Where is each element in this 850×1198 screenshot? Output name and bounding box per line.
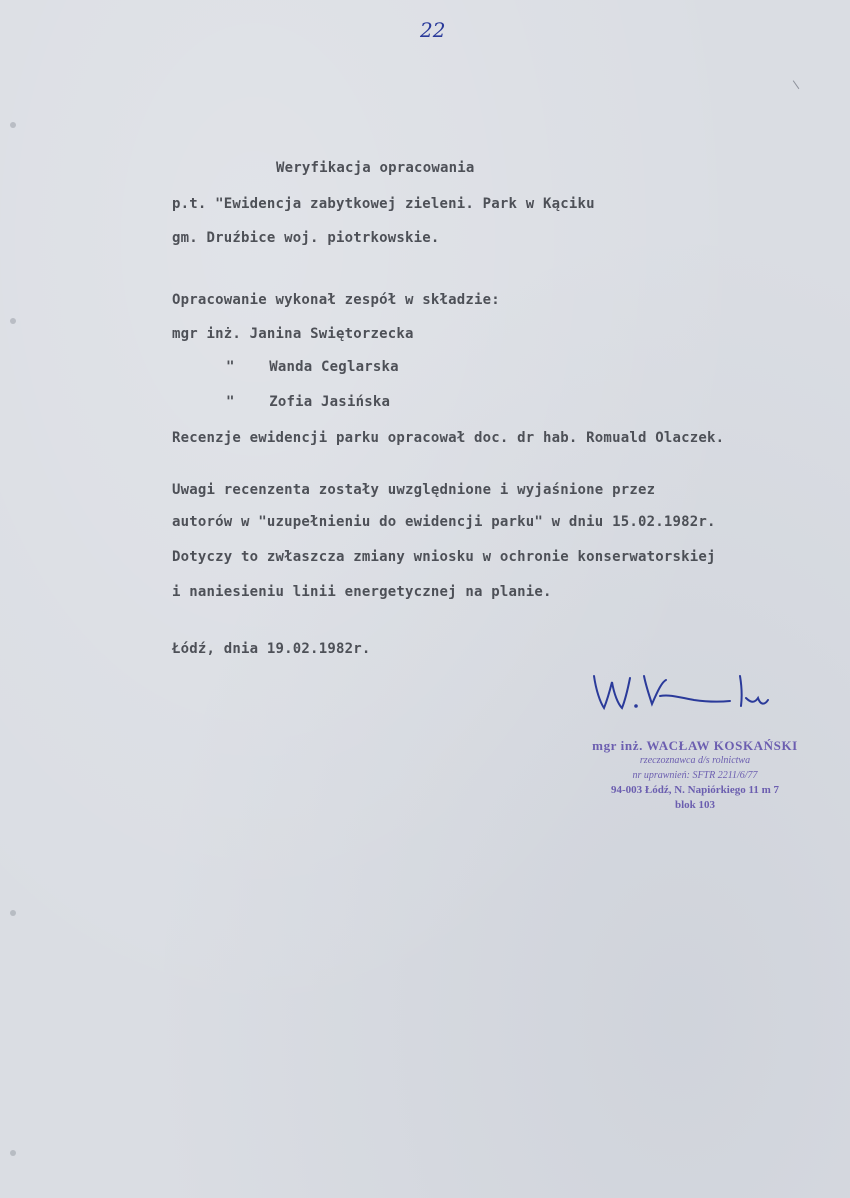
stamp-role: rzeczoznawca d/s rolnictwa (639, 755, 751, 766)
punch-hole (10, 910, 16, 916)
team-member-name: Zofia Jasińska (269, 394, 391, 410)
punch-hole (10, 1150, 16, 1156)
remarks-line: Dotyczy to zwłaszcza zmiany wniosku w ochronie konserwatorskiej (172, 549, 716, 565)
remarks-line: i naniesieniu linii energetycznej na planie. (172, 584, 552, 600)
document-title: Weryfikacja opracowania (276, 160, 475, 176)
punch-hole (10, 318, 16, 324)
official-stamp (570, 738, 820, 813)
stamp-license: nr uprawnień: SFTR 2211/6/77 (632, 770, 758, 781)
team-member-name: Wanda Ceglarska (269, 359, 399, 375)
remarks-line: Uwagi recenzenta zostały uwzględnione i wyjaśnione przez (172, 482, 656, 498)
stamp-address: 94-003 Łódź, N. Napiórkiego 11 m 7 (610, 784, 780, 796)
team-member (226, 394, 390, 410)
signature (590, 668, 780, 728)
team-member-prefix: mgr inż. (172, 326, 242, 342)
ditto-mark: " (226, 394, 235, 410)
team-member (172, 326, 414, 342)
stamp-name: mgr inż. WACŁAW KOSKAŃSKI (592, 738, 798, 753)
ditto-mark: " (226, 359, 235, 375)
handwritten-page-number: 22 (420, 18, 446, 42)
stamp-block: blok 103 (674, 799, 716, 811)
team-intro: Opracowanie wykonał zespół w składzie: (172, 292, 500, 308)
team-member-name: Janina Swiętorzecka (249, 326, 414, 342)
remarks-line: autorów w "uzupełnieniu do ewidencji parku" w dniu 15.02.1982r. (172, 514, 716, 530)
team-member (226, 359, 399, 375)
pencil-mark (793, 77, 804, 89)
subject-line-1: p.t. "Ewidencja zabytkowej zieleni. Park w Kąciku (172, 196, 595, 212)
subject-line-2: gm. Druźbice woj. piotrkowskie. (172, 230, 440, 246)
date-place: Łódź, dnia 19.02.1982r. (172, 641, 371, 657)
review-statement: Recenzje ewidencji parku opracował doc. dr hab. Romuald Olaczek. (172, 430, 725, 446)
punch-hole (10, 122, 16, 128)
